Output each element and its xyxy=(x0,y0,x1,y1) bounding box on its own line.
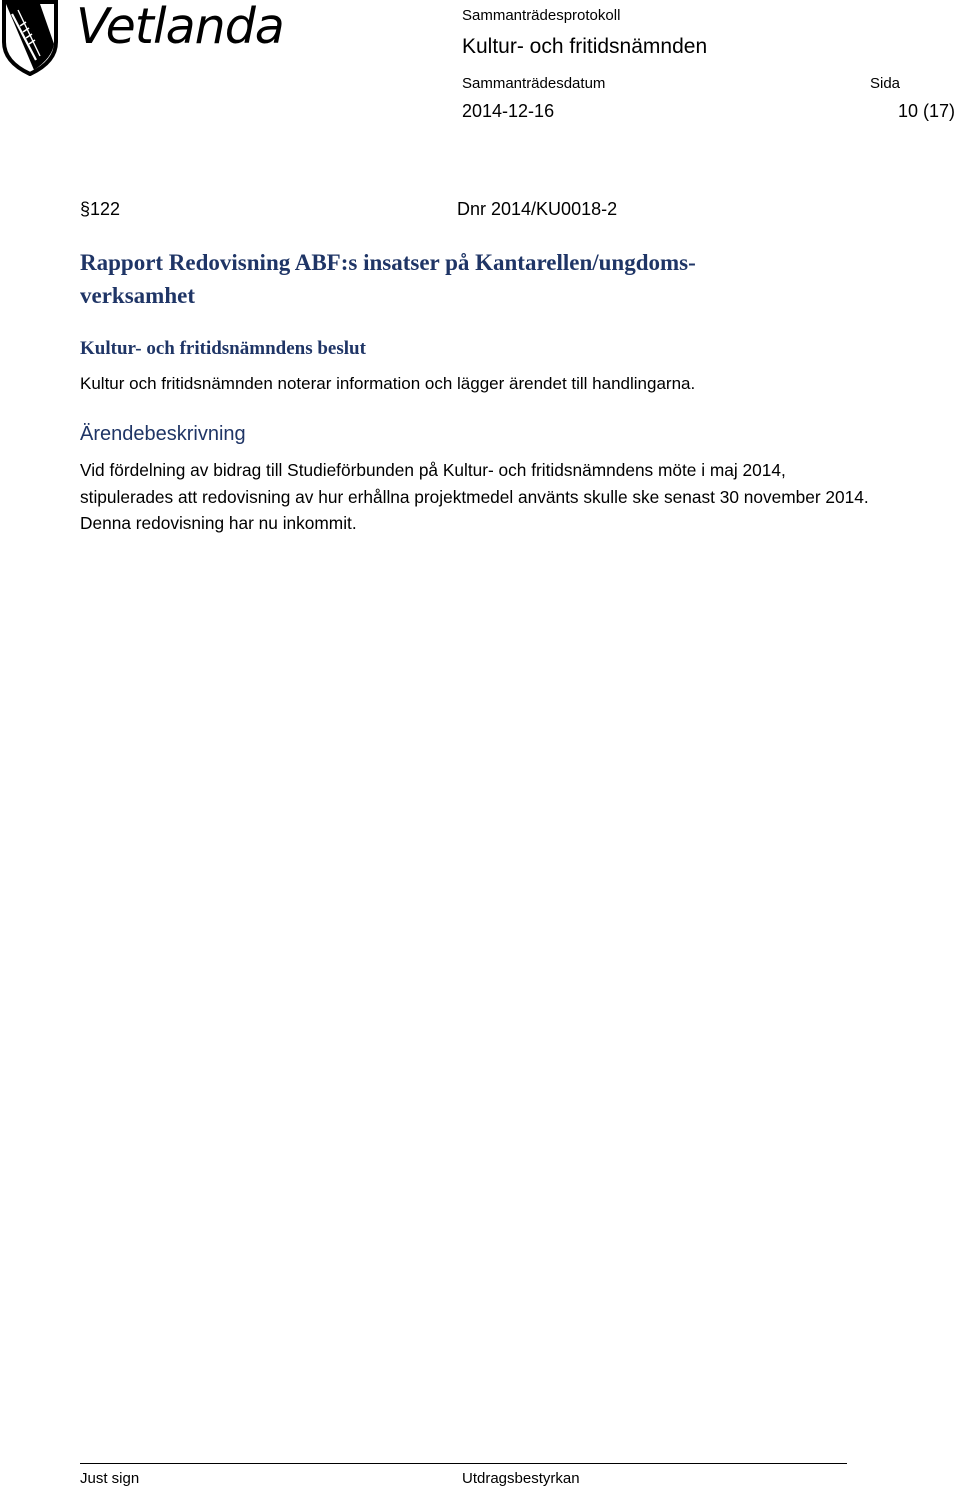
meeting-date-label: Sammanträdesdatum xyxy=(462,75,606,92)
matter-title-line-1: Rapport Redovisning ABF:s insatser på Kantarellen/ungdoms- xyxy=(80,250,696,275)
document-type-label: Sammanträdesprotokoll xyxy=(462,7,621,24)
footer-divider xyxy=(80,1463,847,1464)
decision-heading: Kultur- och fritidsnämndens beslut xyxy=(80,338,366,359)
decision-text: Kultur och fritidsnämnden noterar information och lägger ärendet till handlingarna. xyxy=(80,374,696,393)
description-text: Vid fördelning av bidrag till Studieförbunden på Kultur- och fritidsnämndens möte i maj 2014, stipulerades att redovisning av hur erhållna projektmedel använts skulle ske senast 30 november 2014. Denna redovisning har nu inkommit. xyxy=(80,460,869,533)
matter-title-line-2: verksamhet xyxy=(80,283,195,308)
page-number: 10 (17) xyxy=(898,101,956,121)
committee-name: Kultur- och fritidsnämnden xyxy=(462,35,708,58)
section-number: §122 xyxy=(80,199,121,219)
municipality-logo-wordmark: Vetlanda xyxy=(76,0,284,55)
sign-label: Just sign xyxy=(80,1470,140,1487)
page-label: Sida xyxy=(870,75,901,92)
municipality-shield-icon xyxy=(0,0,60,76)
extract-certification-label: Utdragsbestyrkan xyxy=(462,1470,580,1487)
meeting-date: 2014-12-16 xyxy=(462,101,555,121)
case-number: Dnr 2014/KU0018-2 xyxy=(457,199,618,219)
description-heading: Ärendebeskrivning xyxy=(80,423,246,445)
